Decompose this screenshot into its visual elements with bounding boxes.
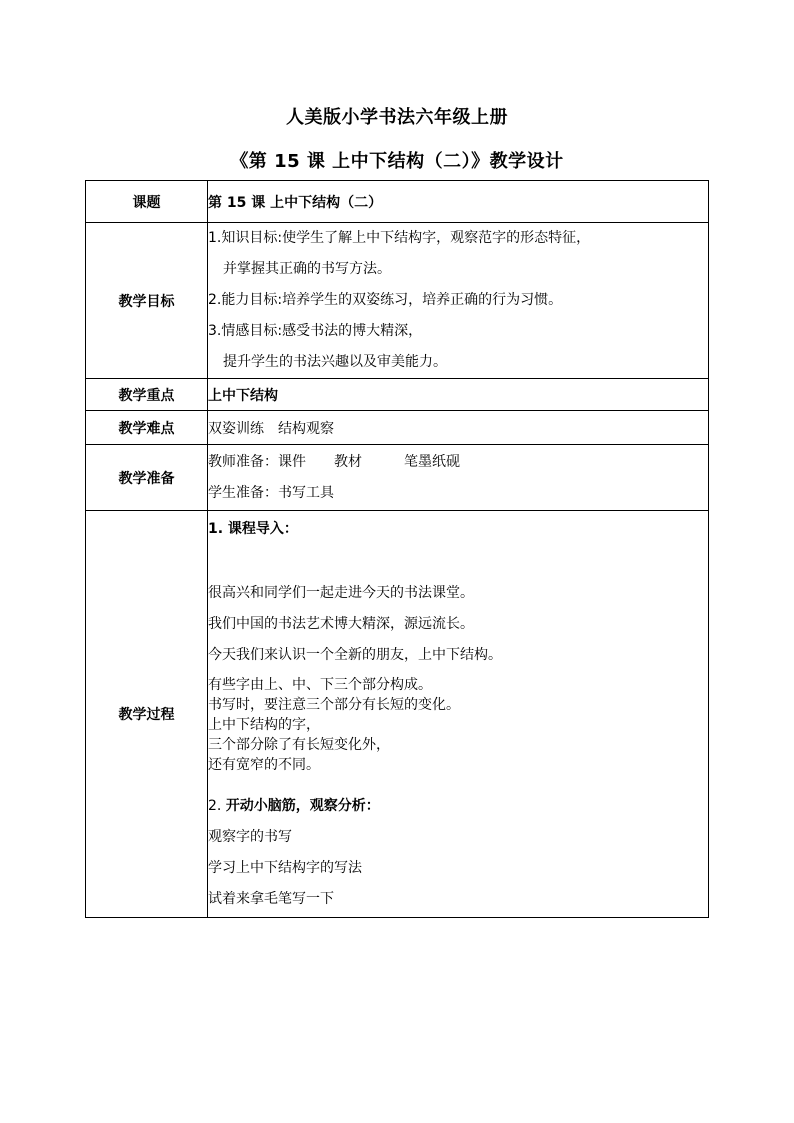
process-section1-heading: 1. 课程导入：: [208, 520, 298, 537]
process-line: 今天我们来认识一个全新的朋友，上中下结构。: [208, 646, 502, 663]
process-section2-heading: [208, 791, 708, 822]
process-line: 我们中国的书法艺术博大精深，源远流长。: [208, 615, 474, 632]
lesson-plan-table: [85, 180, 709, 918]
process-line: 观察字的书写: [208, 828, 292, 845]
section-heading-text: 开动小脑筋，观察分析：: [225, 797, 380, 814]
label-objectives: 教学目标: [86, 223, 208, 379]
row-process: [86, 511, 709, 918]
label-process: 教学过程: [86, 511, 208, 918]
objective-line: 提升学生的书法兴趣以及审美能力。: [223, 354, 447, 370]
value-objectives: [208, 223, 709, 379]
value-process: [208, 511, 709, 918]
row-difficulties: [86, 411, 709, 445]
objective-line: 2.能力目标:培养学生的双姿练习，培养正确的行为习惯。: [208, 292, 563, 308]
section-number: 2.: [208, 797, 222, 814]
value-difficulties: 双姿训练 结构观察: [208, 411, 709, 445]
objective-line: 并掌握其正确的书写方法。: [223, 261, 391, 277]
label-preparation: 教学准备: [86, 445, 208, 511]
process-line: 学习上中下结构字的写法: [208, 859, 362, 876]
blank-space: [208, 775, 708, 791]
label-difficulties: 教学难点: [86, 411, 208, 445]
process-line: 书写时，要注意三个部分有长短的变化。: [208, 696, 460, 713]
process-line: 试着来拿毛笔写一下: [208, 890, 334, 907]
process-line: 还有宽窄的不同。: [208, 756, 320, 773]
blank-space: [208, 545, 708, 578]
row-key-points: [86, 379, 709, 411]
row-objectives: [86, 223, 709, 379]
value-key-points: 上中下结构: [208, 379, 709, 411]
process-line: 很高兴和同学们一起走进今天的书法课堂。: [208, 584, 474, 601]
document-title: 人美版小学书法六年级上册: [286, 107, 508, 128]
objective-line: 1.知识目标:使学生了解上中下结构字，观察范字的形态特征，: [208, 230, 591, 246]
student-preparation: 学生准备：书写工具: [208, 484, 334, 501]
objective-line: 3.情感目标:感受书法的博大精深，: [208, 323, 423, 339]
value-preparation: [208, 445, 709, 511]
label-key-points: 教学重点: [86, 379, 208, 411]
row-topic: [86, 181, 709, 223]
value-topic: 第 15 课 上中下结构（二）: [208, 181, 709, 223]
label-topic: 课题: [86, 181, 208, 223]
process-line: 有些字由上、中、下三个部分构成。: [208, 676, 432, 693]
process-line: 上中下结构的字，: [208, 716, 320, 733]
teacher-preparation: 教师准备：课件 教材 笔墨纸砚: [208, 453, 460, 470]
row-preparation: [86, 445, 709, 511]
process-line: 三个部分除了有长短变化外，: [208, 736, 390, 753]
document-subtitle: 《第 15 课 上中下结构（二）》教学设计: [230, 151, 564, 172]
